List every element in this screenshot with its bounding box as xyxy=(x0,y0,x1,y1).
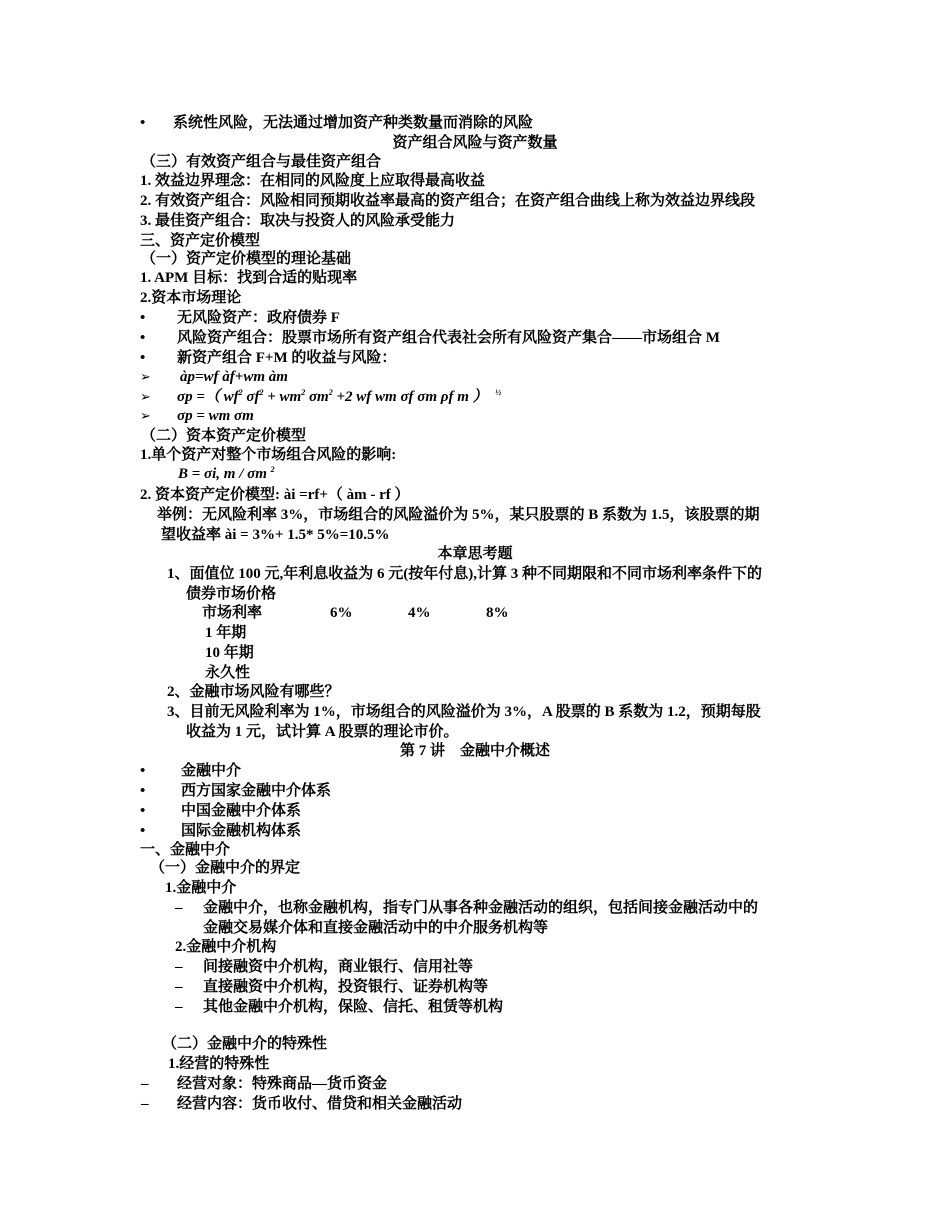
question: 收益为 1 元，试计算 A 股票的理论市价。 xyxy=(186,724,459,740)
bullet-marker: • xyxy=(140,823,146,839)
table-row-label: 永久性 xyxy=(205,665,251,681)
text-line: 1. 效益边界理念：在相同的风险度上应取得最高收益 xyxy=(140,173,486,189)
arrow-marker: ➢ xyxy=(140,390,151,405)
list-item: 金融中介 xyxy=(181,763,242,779)
arrow-marker: ➢ xyxy=(140,370,151,385)
text-line: 间接融资中介机构，商业银行、信用社等 xyxy=(203,959,474,975)
text-line: 风险资产组合：股票市场所有资产组合代表社会所有风险资产集合——市场组合 M xyxy=(177,330,720,346)
text-line: 2. 资本资产定价模型: ài =rf+（ àm - rf ） xyxy=(140,487,410,503)
text-line: 金融交易媒介体和直接金融活动中的中介服务机构等 xyxy=(203,920,549,936)
text-line: 系统性风险，无法通过增加资产种类数量而消除的风险 xyxy=(173,115,534,131)
section-heading: 1.金融中介 xyxy=(165,880,237,896)
text-line: 经营内容：货币收付、借贷和相关金融活动 xyxy=(177,1096,463,1112)
text-line: 直接融资中介机构，投资银行、证券机构等 xyxy=(203,979,489,995)
table-row-label: 1 年期 xyxy=(205,625,247,641)
text-line: 2.资本市场理论 xyxy=(140,290,242,306)
text-line: 望收益率 ài = 3%+ 1.5* 5%=10.5% xyxy=(161,527,390,543)
text-line: 经营对象：特殊商品—货币资金 xyxy=(177,1076,388,1092)
section-heading: （一）资产定价模型的理论基础 xyxy=(141,251,352,267)
section-heading: （三）有效资产组合与最佳资产组合 xyxy=(141,154,382,170)
table-header-rate: 6% xyxy=(330,605,353,621)
table-header-rate: 8% xyxy=(486,605,509,621)
section-heading: （一）金融中介的界定 xyxy=(150,860,301,876)
bullet-marker: • xyxy=(140,350,146,366)
lecture-title: 第 7 讲 金融中介概述 xyxy=(399,743,550,759)
question: 1、面值位 100 元,年利息收益为 6 元(按年付息),计算 3 种不同期限和不同市场利率条件下的 xyxy=(167,566,762,582)
list-item: 国际金融机构体系 xyxy=(181,823,302,839)
dash-marker: – xyxy=(175,979,183,995)
text-line: 无风险资产：政府债券 F xyxy=(177,310,340,326)
text-line: 1. APM 目标：找到合适的贴现率 xyxy=(140,270,358,286)
bullet-marker: • xyxy=(140,115,146,131)
dash-marker: – xyxy=(141,1076,149,1092)
question: 3、目前无风险利率为 1%，市场组合的风险溢价为 3%，A 股票的 B 系数为 1.2，预期每股 xyxy=(167,704,761,720)
bullet-marker: • xyxy=(140,803,146,819)
bullet-marker: • xyxy=(140,310,146,326)
text-line: 1.单个资产对整个市场组合风险的影响: xyxy=(140,447,397,463)
text-line: 3. 最佳资产组合：取决与投资人的风险承受能力 xyxy=(140,213,456,229)
dash-marker: – xyxy=(175,900,183,916)
formula-return: àp=wf àf+wm àm xyxy=(180,369,288,385)
bullet-marker: • xyxy=(140,763,146,779)
section-heading: （二）金融中介的特殊性 xyxy=(162,1036,328,1052)
section-heading: 一、金融中介 xyxy=(140,842,231,858)
question: 2、金融市场风险有哪些？ xyxy=(167,684,340,700)
dash-marker: – xyxy=(175,999,183,1015)
section-heading: 1.经营的特殊性 xyxy=(168,1056,270,1072)
dash-marker: – xyxy=(175,959,183,975)
text-line: 金融中介，也称金融机构，指专门从事各种金融活动的组织，包括间接金融活动中的 xyxy=(203,900,759,916)
text-line: 2. 有效资产组合：风险相同预期收益率最高的资产组合；在资产组合曲线上称为效益边界线段 xyxy=(140,193,756,209)
section-heading: （二）资本资产定价模型 xyxy=(141,428,307,444)
section-heading: 三、资产定价模型 xyxy=(140,233,261,249)
question: 债券市场价格 xyxy=(186,586,277,602)
table-row-label: 10 年期 xyxy=(205,645,254,661)
text-line: 举例：无风险利率 3%，市场组合的风险溢价为 5%，某只股票的 B 系数为 1.5，该股票的期 xyxy=(157,507,760,523)
formula-beta: B = σi, m / σm $^2$ xyxy=(178,465,275,482)
arrow-marker: ➢ xyxy=(140,409,151,424)
formula-variance: σp =（ $wf^2$ $\sigma f^2 + wm^2$ $\sigma m^2 +2$ wf wm σf σm ρf m ） $^{\frac{1}{2}}$ xyxy=(177,388,502,405)
section-title: 本章思考题 xyxy=(437,546,513,562)
text-line: 其他金融中介机构，保险、信托、租赁等机构 xyxy=(203,999,504,1015)
dash-marker: – xyxy=(141,1096,149,1112)
table-header-rate: 4% xyxy=(408,605,431,621)
section-heading: 2.金融中介机构 xyxy=(175,939,277,955)
list-item: 西方国家金融中介体系 xyxy=(181,783,332,799)
figure-caption: 资产组合风险与资产数量 xyxy=(392,135,558,151)
bullet-marker: • xyxy=(140,330,146,346)
table-header-label: 市场利率 xyxy=(202,605,263,621)
bullet-marker: • xyxy=(140,783,146,799)
text-line: 新资产组合 F+M 的收益与风险： xyxy=(177,350,397,366)
list-item: 中国金融中介体系 xyxy=(181,803,302,819)
formula-sigma: σp = wm σm xyxy=(177,408,254,424)
